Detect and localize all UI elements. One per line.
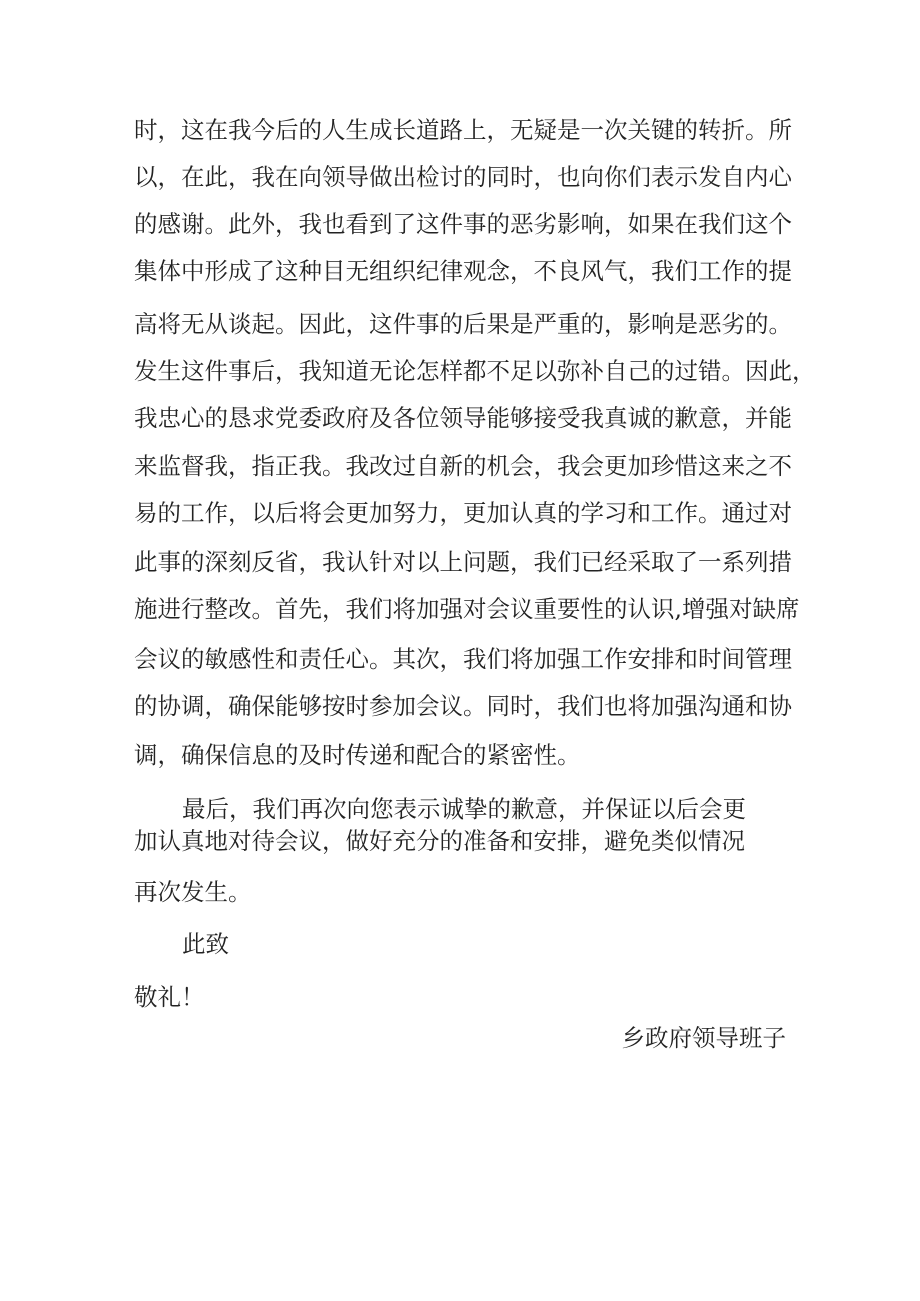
paragraph-line: 时，这在我今后的人生成长道路上，无疑是一次关键的转折。所: [134, 116, 792, 144]
salutation-close: 敬礼！: [134, 983, 205, 1011]
closing-paragraph-line: 最后，我们再次向您表示诚挚的歉意，并保证以后会更: [182, 795, 746, 823]
paragraph-line: 发生这件事后，我知道无论怎样都不足以弥补自己的过错。因此，: [134, 357, 816, 385]
closing-paragraph-line: 加认真地对待会议，做好充分的准备和安排，避免类似情况: [134, 827, 745, 855]
paragraph-line: 施进行整改。首先，我们将加强对会议重要性的认识,增强对缺席: [134, 595, 800, 623]
paragraph-line: 的协调，确保能够按时参加会议。同时，我们也将加强沟通和协: [134, 692, 792, 720]
paragraph-line: 的感谢。此外，我也看到了这件事的恶劣影响，如果在我们这个: [134, 210, 792, 238]
salutation-open: 此致: [182, 930, 229, 958]
paragraph-line: 以，在此，我在向领导做出检讨的同时，也向你们表示发自内心: [134, 163, 792, 191]
paragraph-line: 高将无从谈起。因此，这件事的后果是严重的，影响是恶劣的。: [134, 310, 792, 338]
paragraph-line: 来监督我，指正我。我改过自新的机会，我会更加珍惜这来之不: [134, 452, 792, 480]
paragraph-line: 集体中形成了这种目无组织纪律观念，不良风气，我们工作的提: [134, 257, 792, 285]
paragraph-line: 易的工作，以后将会更加努力，更加认真的学习和工作。通过对: [134, 499, 792, 527]
signature: 乡政府领导班子: [621, 1024, 786, 1052]
closing-paragraph-line: 再次发生。: [134, 878, 252, 906]
paragraph-line: 调，确保信息的及时传递和配合的紧密性。: [134, 741, 581, 769]
paragraph-line: 此事的深刻反省，我认针对以上问题，我们已经采取了一系列措: [134, 548, 792, 576]
paragraph-line: 会议的敏感性和责任心。其次，我们将加强工作安排和时间管理: [134, 645, 792, 673]
paragraph-line: 我忠心的恳求党委政府及各位领导能够接受我真诚的歉意，并能: [134, 404, 792, 432]
